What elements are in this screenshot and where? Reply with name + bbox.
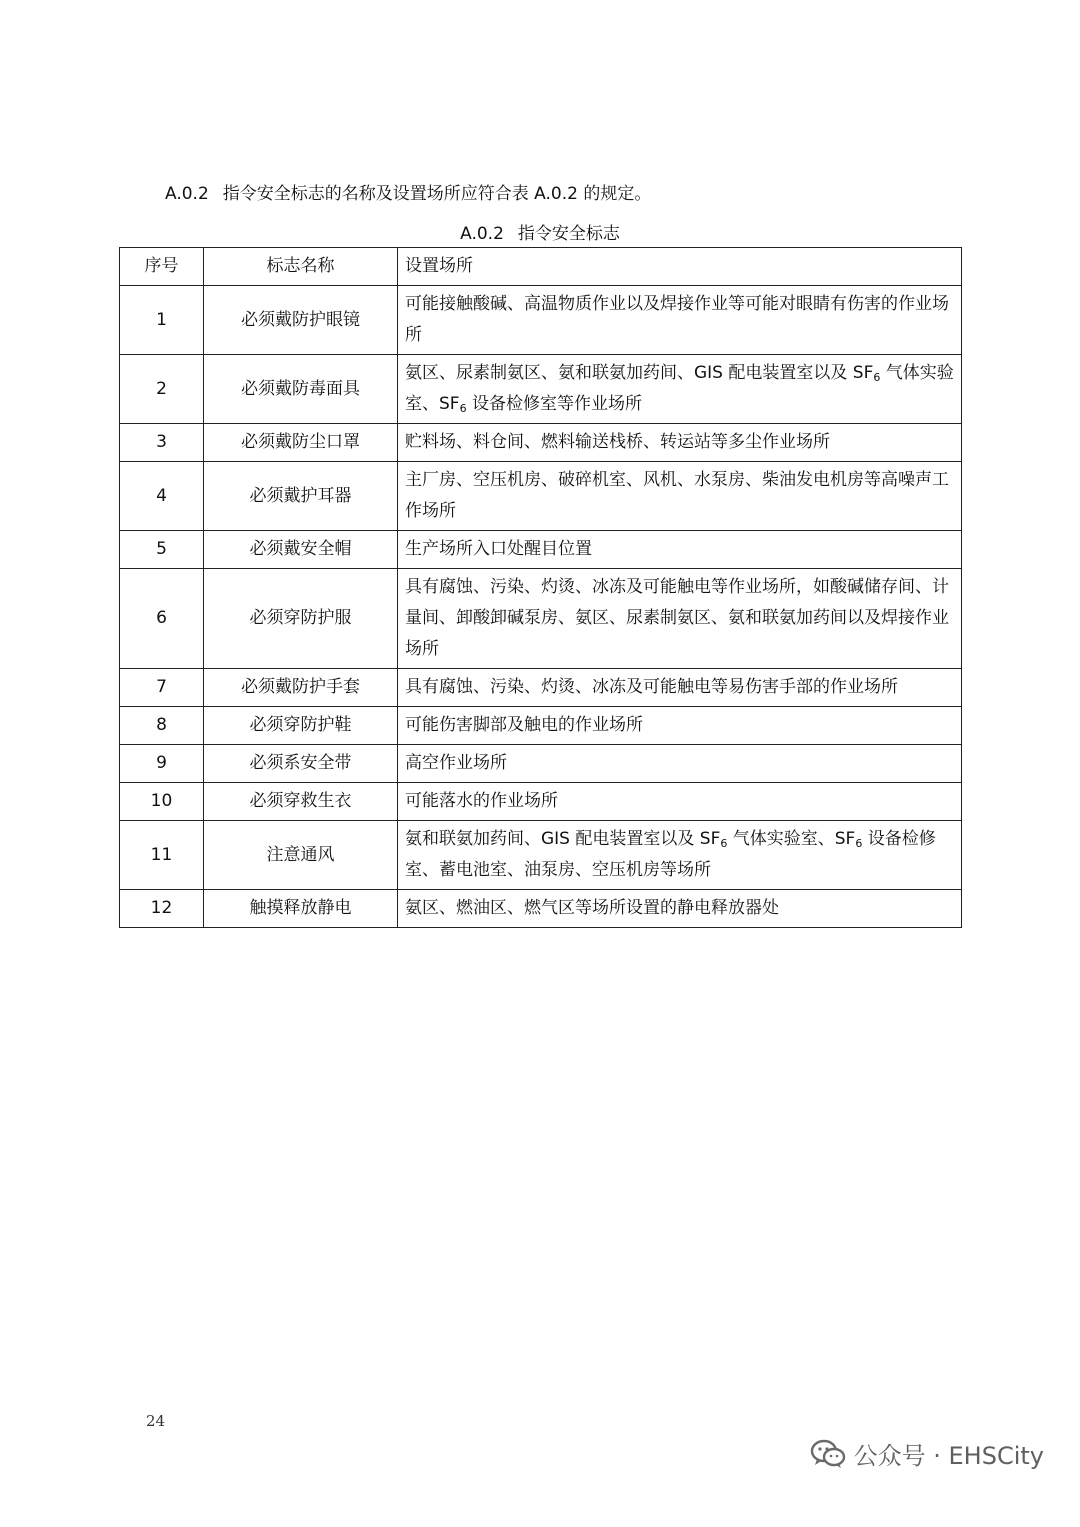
sign-name: 必须穿救生衣 [204,783,398,821]
location-text: 设备检修室等作业场所 [466,394,642,414]
subscript-text: 6 [459,402,467,415]
sign-name: 必须戴防护眼镜 [204,286,398,355]
table-header [120,248,962,286]
watermark [810,1436,1044,1471]
row-number: 12 [120,890,204,928]
sign-location: 具有腐蚀、污染、灼烫、冰冻及可能触电等易伤害手部的作业场所 [398,669,962,707]
intro-text: 指令安全标志的名称及设置场所应符合表 A.0.2 的规定。 [222,184,652,204]
table-row [120,707,962,745]
table-row [120,745,962,783]
subscript-text: 6 [855,837,863,850]
mandatory-signs-table [119,247,962,928]
watermark-text: 公众号 · EHSCity [853,1442,1044,1470]
sign-name: 必须戴安全帽 [204,531,398,569]
table-caption-title: 指令安全标志 [517,224,620,244]
sign-name: 必须戴防尘口罩 [204,424,398,462]
sign-location: 高空作业场所 [398,745,962,783]
sign-name: 注意通风 [204,821,398,890]
row-number: 10 [120,783,204,821]
subscript-text: 6 [873,371,881,384]
location-text: 气体实验室、SF [405,363,954,414]
table-row [120,462,962,531]
location-text: 气体实验室、SF [727,829,856,849]
sign-location: 可能接触酸碱、高温物质作业以及焊接作业等可能对眼睛有伤害的作业场所 [398,286,962,355]
header-no: 序号 [120,248,204,286]
sign-name: 触摸释放静电 [204,890,398,928]
table-row [120,821,962,890]
table-row [120,424,962,462]
table-caption-number: A.0.2 [460,224,504,244]
row-number: 2 [120,355,204,424]
row-number: 6 [120,569,204,669]
row-number: 8 [120,707,204,745]
table-row [120,286,962,355]
sign-location: 可能伤害脚部及触电的作业场所 [398,707,962,745]
table-row [120,569,962,669]
sign-name: 必须系安全带 [204,745,398,783]
row-number: 1 [120,286,204,355]
row-number: 5 [120,531,204,569]
row-number: 3 [120,424,204,462]
table-row [120,890,962,928]
sign-name: 必须戴防护手套 [204,669,398,707]
table-caption [0,220,1080,248]
table-row [120,531,962,569]
location-text: 氨区、尿素制氨区、氨和联氨加药间、GIS 配电装置室以及 SF [405,363,874,383]
subscript-text: 6 [720,837,728,850]
page-number: 24 [146,1412,166,1430]
sign-location: 可能落水的作业场所 [398,783,962,821]
row-number: 9 [120,745,204,783]
table-row [120,783,962,821]
wechat-icon [810,1439,846,1469]
table-header-row [120,248,962,286]
table-row [120,355,962,424]
intro-clause-number: A.0.2 [165,184,209,204]
sign-location: 具有腐蚀、污染、灼烫、冰冻及可能触电等作业场所，如酸碱储存间、计量间、卸酸卸碱泵房、氨区、尿素制氨区、氨和联氨加药间以及焊接作业场所 [398,569,962,669]
header-location: 设置场所 [398,248,962,286]
table-row [120,669,962,707]
row-number: 11 [120,821,204,890]
row-number: 7 [120,669,204,707]
sign-location [398,355,962,424]
location-text: 氨和联氨加药间、GIS 配电装置室以及 SF [405,829,721,849]
sign-location [398,821,962,890]
row-number: 4 [120,462,204,531]
header-sign-name: 标志名称 [204,248,398,286]
table-body [120,286,962,928]
sign-location: 生产场所入口处醒目位置 [398,531,962,569]
sign-location: 氨区、燃油区、燃气区等场所设置的静电释放器处 [398,890,962,928]
sign-name: 必须戴防毒面具 [204,355,398,424]
sign-name: 必须穿防护服 [204,569,398,669]
location-text: 设备检修室、蓄电池室、油泵房、空压机房等场所 [405,829,936,880]
sign-name: 必须戴护耳器 [204,462,398,531]
intro-paragraph [165,180,651,208]
sign-location: 贮料场、料仓间、燃料输送栈桥、转运站等多尘作业场所 [398,424,962,462]
sign-location: 主厂房、空压机房、破碎机室、风机、水泵房、柴油发电机房等高噪声工作场所 [398,462,962,531]
sign-name: 必须穿防护鞋 [204,707,398,745]
